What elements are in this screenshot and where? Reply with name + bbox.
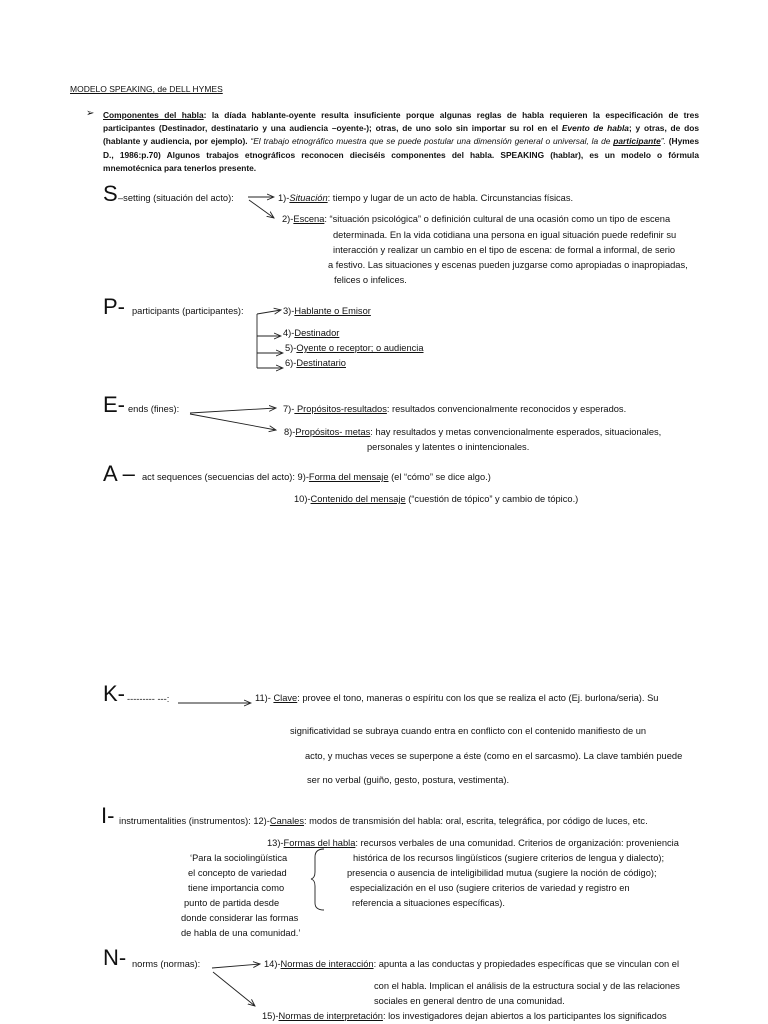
s-component-2: 2)-Escena: “situación psicológica” o definición cultural de una ocasión como un tipo de escena [282,214,671,224]
a-component-10: 10)-Contenido del mensaje (“cuestión de tópico” y cambio de tópico.) [294,494,579,504]
n-label: norms (normas): [132,959,201,969]
e-arrow-8 [190,414,276,430]
i-side-note-line-1: ‘Para la sociolingüística [190,853,288,863]
letter-a: A – [103,461,135,486]
e-component-8: 8)-Propósitos- metas: hay resultados y metas convencionalmente esperados, situacionales, [284,427,662,437]
intro-text-2: ; y otras, de dos (hablante y audiencia, por ejemplo). [103,123,699,147]
i-c13-line-3: presencia o ausencia de inteligibilidad mutua (sugiere la noción de código); [347,868,657,878]
letter-n: N- [103,945,127,970]
i-c13-line-2: histórica de los recursos lingüísticos (sugiere criterios de lengua y dialecto); [353,853,665,863]
i-side-note-line-4: punto de partida desde [184,898,280,908]
p-arrow-3 [257,310,281,314]
s-c2-line-5: felices o infelices. [334,275,407,285]
s-c2-line-4: a festivo. Las situaciones y escenas pueden juzgarse como apropiadas o inapropiadas, [328,260,688,270]
i-component-12: instrumentalities (instrumentos): 12)-Canales: modos de transmisión del habla: oral, escrita, telegráfica, por código de luces, etc. [119,816,648,826]
p-component-4: 4)-Destinador [283,328,340,338]
k-c11-line-3: acto, y muchas veces se superpone a éste (como en el sarcasmo). La clave también puede [305,751,683,761]
n-c14-line-2: con el habla. Implican el análisis de la estructura social y de las relaciones [374,981,680,991]
s-arrow-2 [249,200,274,218]
p-component-5: 5)-Oyente o receptor; o audiencia [285,343,424,353]
intro-quote-1: “El trabajo etnográfico muestra que se puede postular una dimensión general o universal, la de [250,136,614,147]
a-component-9: act sequences (secuencias del acto): 9)-Forma del mensaje (el “cómo” se dice algo.) [142,472,491,482]
p-label: participants (participantes): [132,306,244,316]
e-component-7: 7)- Propósitos-resultados: resultados convencionalmente reconocidos y esperados. [283,404,627,414]
n-arrow-15 [213,972,255,1006]
s-c2-line-3: interacción y realizar un cambio en el tipo de escena: de formal a informal, de serio [333,245,676,255]
intro-text-3: (Hymes D., 1986:p.70) Algunos trabajos etnográficos reconocen dieciséis componentes del habla. SPEAKING (hablar), es un modelo o fórmula mnemotécnica para tenerlos presente. [103,136,699,173]
k-component-11: 11)- Clave: provee el tono, maneras o espíritu con los que se realiza el acto (Ej. burlona/seria). Su [255,693,659,703]
k-c11-line-2: significatividad se subraya cuando entra en conflicto con el contenido manifiesto de un [290,726,647,736]
k-label: --------- ---: [127,694,170,704]
intro-text-1: : la díada hablante-oyente resulta insuficiente porque algunas reglas de habla requieren la especificación de tres participantes (Destinador, destinatario y una audiencia –oyente-); otras, de uno solo sin importar su rol en el [103,110,699,134]
e-arrow-7 [190,408,276,413]
letter-k: K- [103,681,125,706]
bullet-arrow-icon: ➢ [86,108,95,119]
intro-lead: Componentes del habla [103,110,204,120]
i-brace [311,849,324,910]
i-side-note-line-6: de habla de una comunidad.’ [181,928,301,938]
s-c2-line-2: determinada. En la vida cotidiana una persona en igual situación puede redefinir su [333,230,677,240]
letter-s: S [103,181,118,206]
letter-i: I- [101,803,115,828]
p-component-6: 6)-Destinatario [285,358,346,368]
s-label: –setting (situación del acto): [118,193,234,203]
i-side-note-line-3: tiene importancia como [188,883,285,893]
i-c13-line-5: referencia a situaciones específicas). [352,898,505,908]
n-component-14: 14)-Normas de interacción: apunta a las conductas y propiedades específicas que se vinculan con el [264,959,680,969]
n-c14-line-3: sociales en general dentro de una comunidad. [374,996,565,1006]
e-c8-line-2: personales y latentes o inintencionales. [367,442,530,452]
letter-p: P- [103,294,125,319]
p-component-3: 3)-Hablante o Emisor [283,306,371,316]
n-component-15: 15)-Normas de interpretación: los investigadores dejan abiertos a los participantes los significados [262,1011,667,1021]
k-c11-line-4: ser no verbal (guiño, gesto, postura, vestimenta). [307,775,510,785]
letter-e: E- [103,392,125,417]
i-c13-line-4: especialización en el uso (sugiere criterios de variedad y registro en [350,883,630,893]
e-label: ends (fines): [128,404,180,414]
i-side-note-line-5: donde considerar las formas [181,913,299,923]
s-component-1: 1)-Situación: tiempo y lugar de un acto de habla. Circunstancias físicas. [278,193,574,203]
document-title: MODELO SPEAKING, de DELL HYMES [70,84,223,94]
i-component-13: 13)-Formas del habla: recursos verbales de una comunidad. Criterios de organización: proveniencia [267,838,679,848]
n-arrow-14 [212,964,260,968]
intro-quote-underlined: participante [613,136,661,147]
intro-quote-2: ”. [660,136,666,147]
i-side-note-line-2: el concepto de variedad [188,868,287,878]
intro-evento: Evento de habla [561,123,629,134]
